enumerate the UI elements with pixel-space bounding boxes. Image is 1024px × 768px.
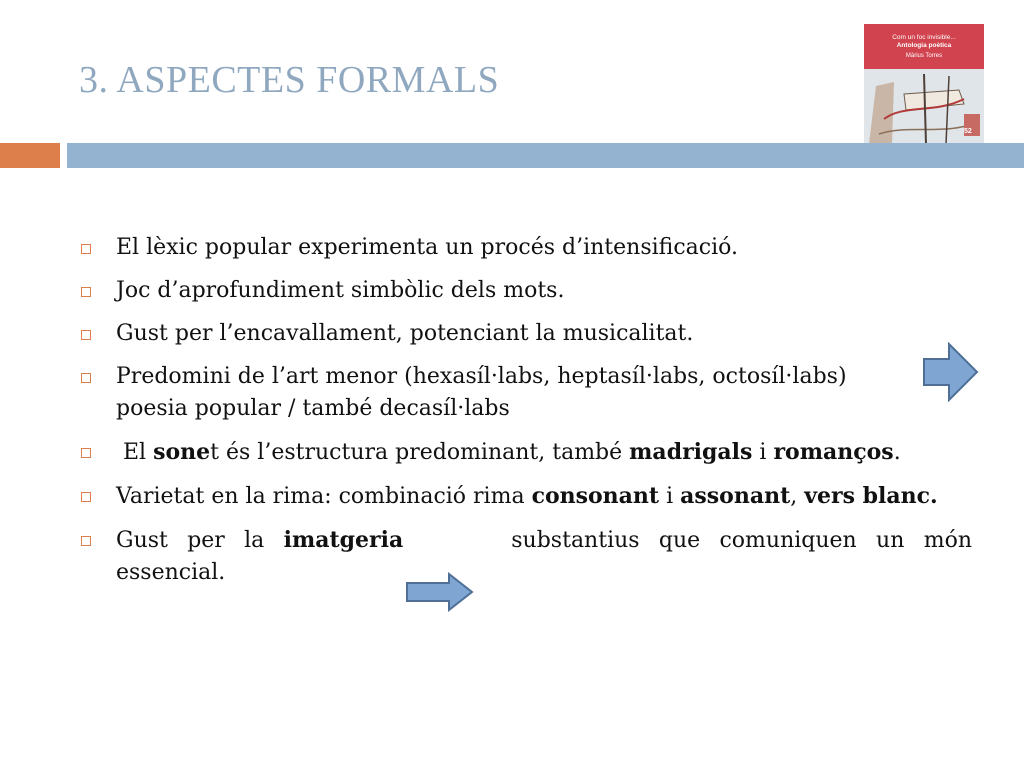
square-bullet-icon bbox=[81, 536, 91, 546]
accent-bar-orange bbox=[0, 143, 60, 168]
accent-bar-blue bbox=[67, 143, 1024, 168]
list-item: Gust per l’encavallament, potenciant la musicalitat. bbox=[78, 318, 972, 350]
square-bullet-icon bbox=[81, 492, 91, 502]
bullet-list bbox=[78, 232, 972, 600]
square-bullet-icon bbox=[81, 287, 91, 297]
list-item: El sonet és l’estructura predominant, també madrigals i romanços. bbox=[78, 436, 972, 469]
square-bullet-icon bbox=[81, 330, 91, 340]
slide-title: 3. ASPECTES FORMALS bbox=[79, 59, 500, 101]
cover-author: Màrius Torres bbox=[905, 53, 943, 59]
list-item-continuation: poesia popular / també decasíl·labs bbox=[116, 396, 510, 421]
right-arrow-icon bbox=[405, 572, 475, 612]
list-item: Varietat en la rima: combinació rima consonant i assonant, vers blanc. bbox=[78, 480, 972, 513]
right-arrow-icon bbox=[922, 342, 980, 402]
cover-number: 52 bbox=[964, 128, 972, 135]
list-item: Gust per la imatgeria substantius que comuniquen un món essencial. bbox=[78, 524, 972, 589]
list-item: El lèxic popular experimenta un procés d’intensificació. bbox=[78, 232, 972, 264]
square-bullet-icon bbox=[81, 244, 91, 254]
square-bullet-icon bbox=[81, 448, 91, 458]
cover-title: Com un foc invisible... Antologia poètica bbox=[892, 34, 956, 49]
book-cover-image bbox=[864, 24, 984, 144]
list-item: Joc d’aprofundiment simbòlic dels mots. bbox=[78, 275, 972, 307]
list-item: Predomini de l’art menor (hexasíl·labs, heptasíl·labs, octosíl·labs) bbox=[78, 361, 972, 393]
square-bullet-icon bbox=[81, 373, 91, 383]
